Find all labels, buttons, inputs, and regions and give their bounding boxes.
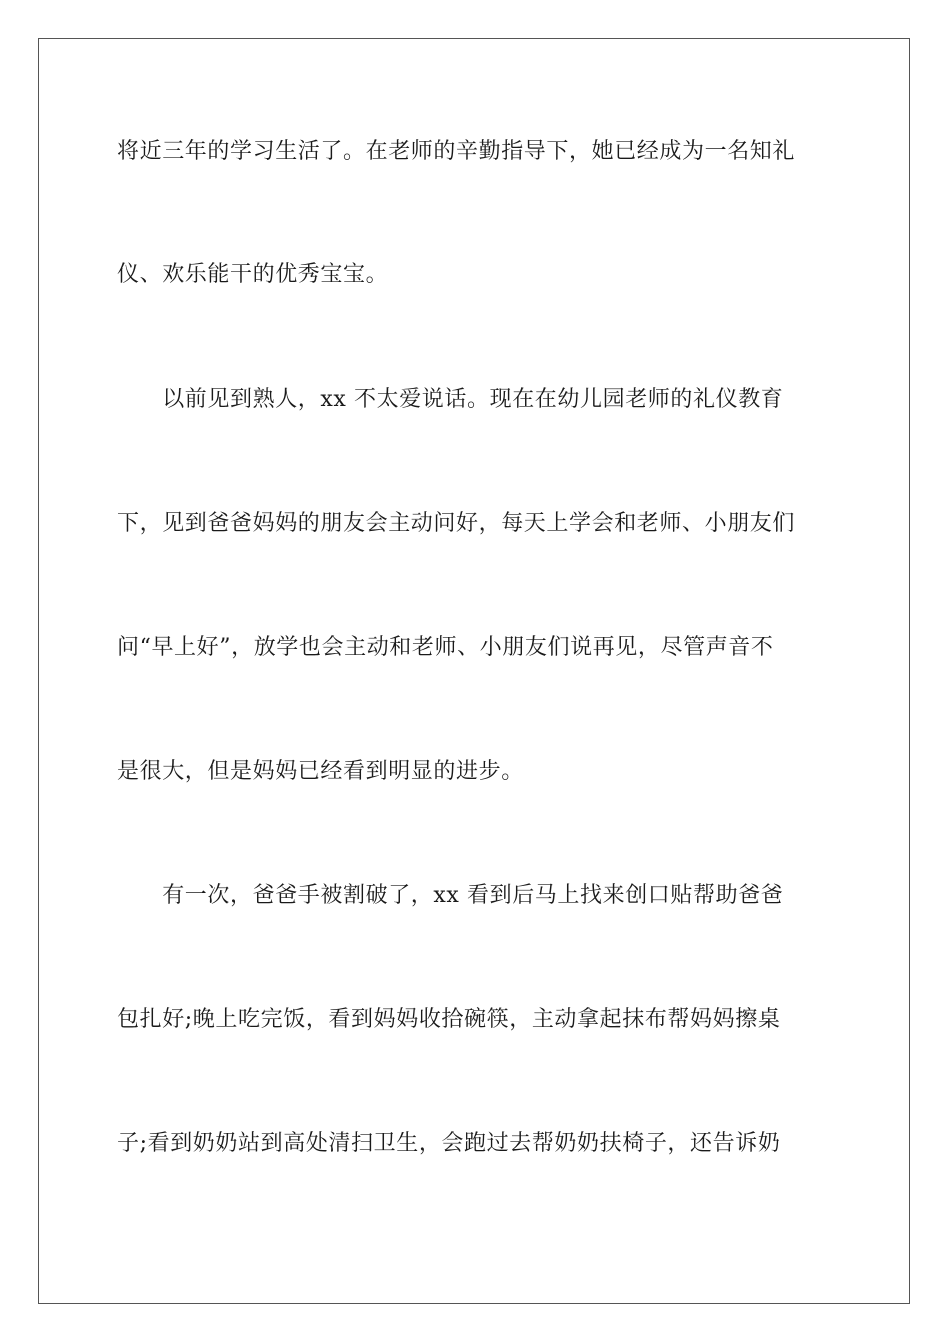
text-line: 是很大，但是妈妈已经看到明显的进步。 bbox=[117, 759, 524, 784]
text-line: 子;看到奶奶站到高处清扫卫生，会跑过去帮奶奶扶椅子，还告诉奶 bbox=[117, 1131, 781, 1156]
text-line: 以前见到熟人，xx 不太爱说话。现在在幼儿园老师的礼仪教育 bbox=[117, 387, 784, 412]
text-line: 问“早上好”，放学也会主动和老师、小朋友们说再见，尽管声音不 bbox=[117, 635, 774, 660]
text-line: 有一次，爸爸手被割破了，xx 看到后马上找来创口贴帮助爸爸 bbox=[117, 883, 784, 908]
text-line: 包扎好;晚上吃完饭，看到妈妈收拾碗筷，主动拿起抹布帮妈妈擦桌 bbox=[117, 1007, 781, 1032]
text-line: 将近三年的学习生活了。在老师的辛勤指导下，她已经成为一名知礼 bbox=[117, 139, 796, 164]
page-border bbox=[38, 38, 910, 1304]
text-line: 下，见到爸爸妈妈的朋友会主动问好，每天上学会和老师、小朋友们 bbox=[117, 511, 796, 536]
text-line: 仪、欢乐能干的优秀宝宝。 bbox=[117, 262, 389, 287]
